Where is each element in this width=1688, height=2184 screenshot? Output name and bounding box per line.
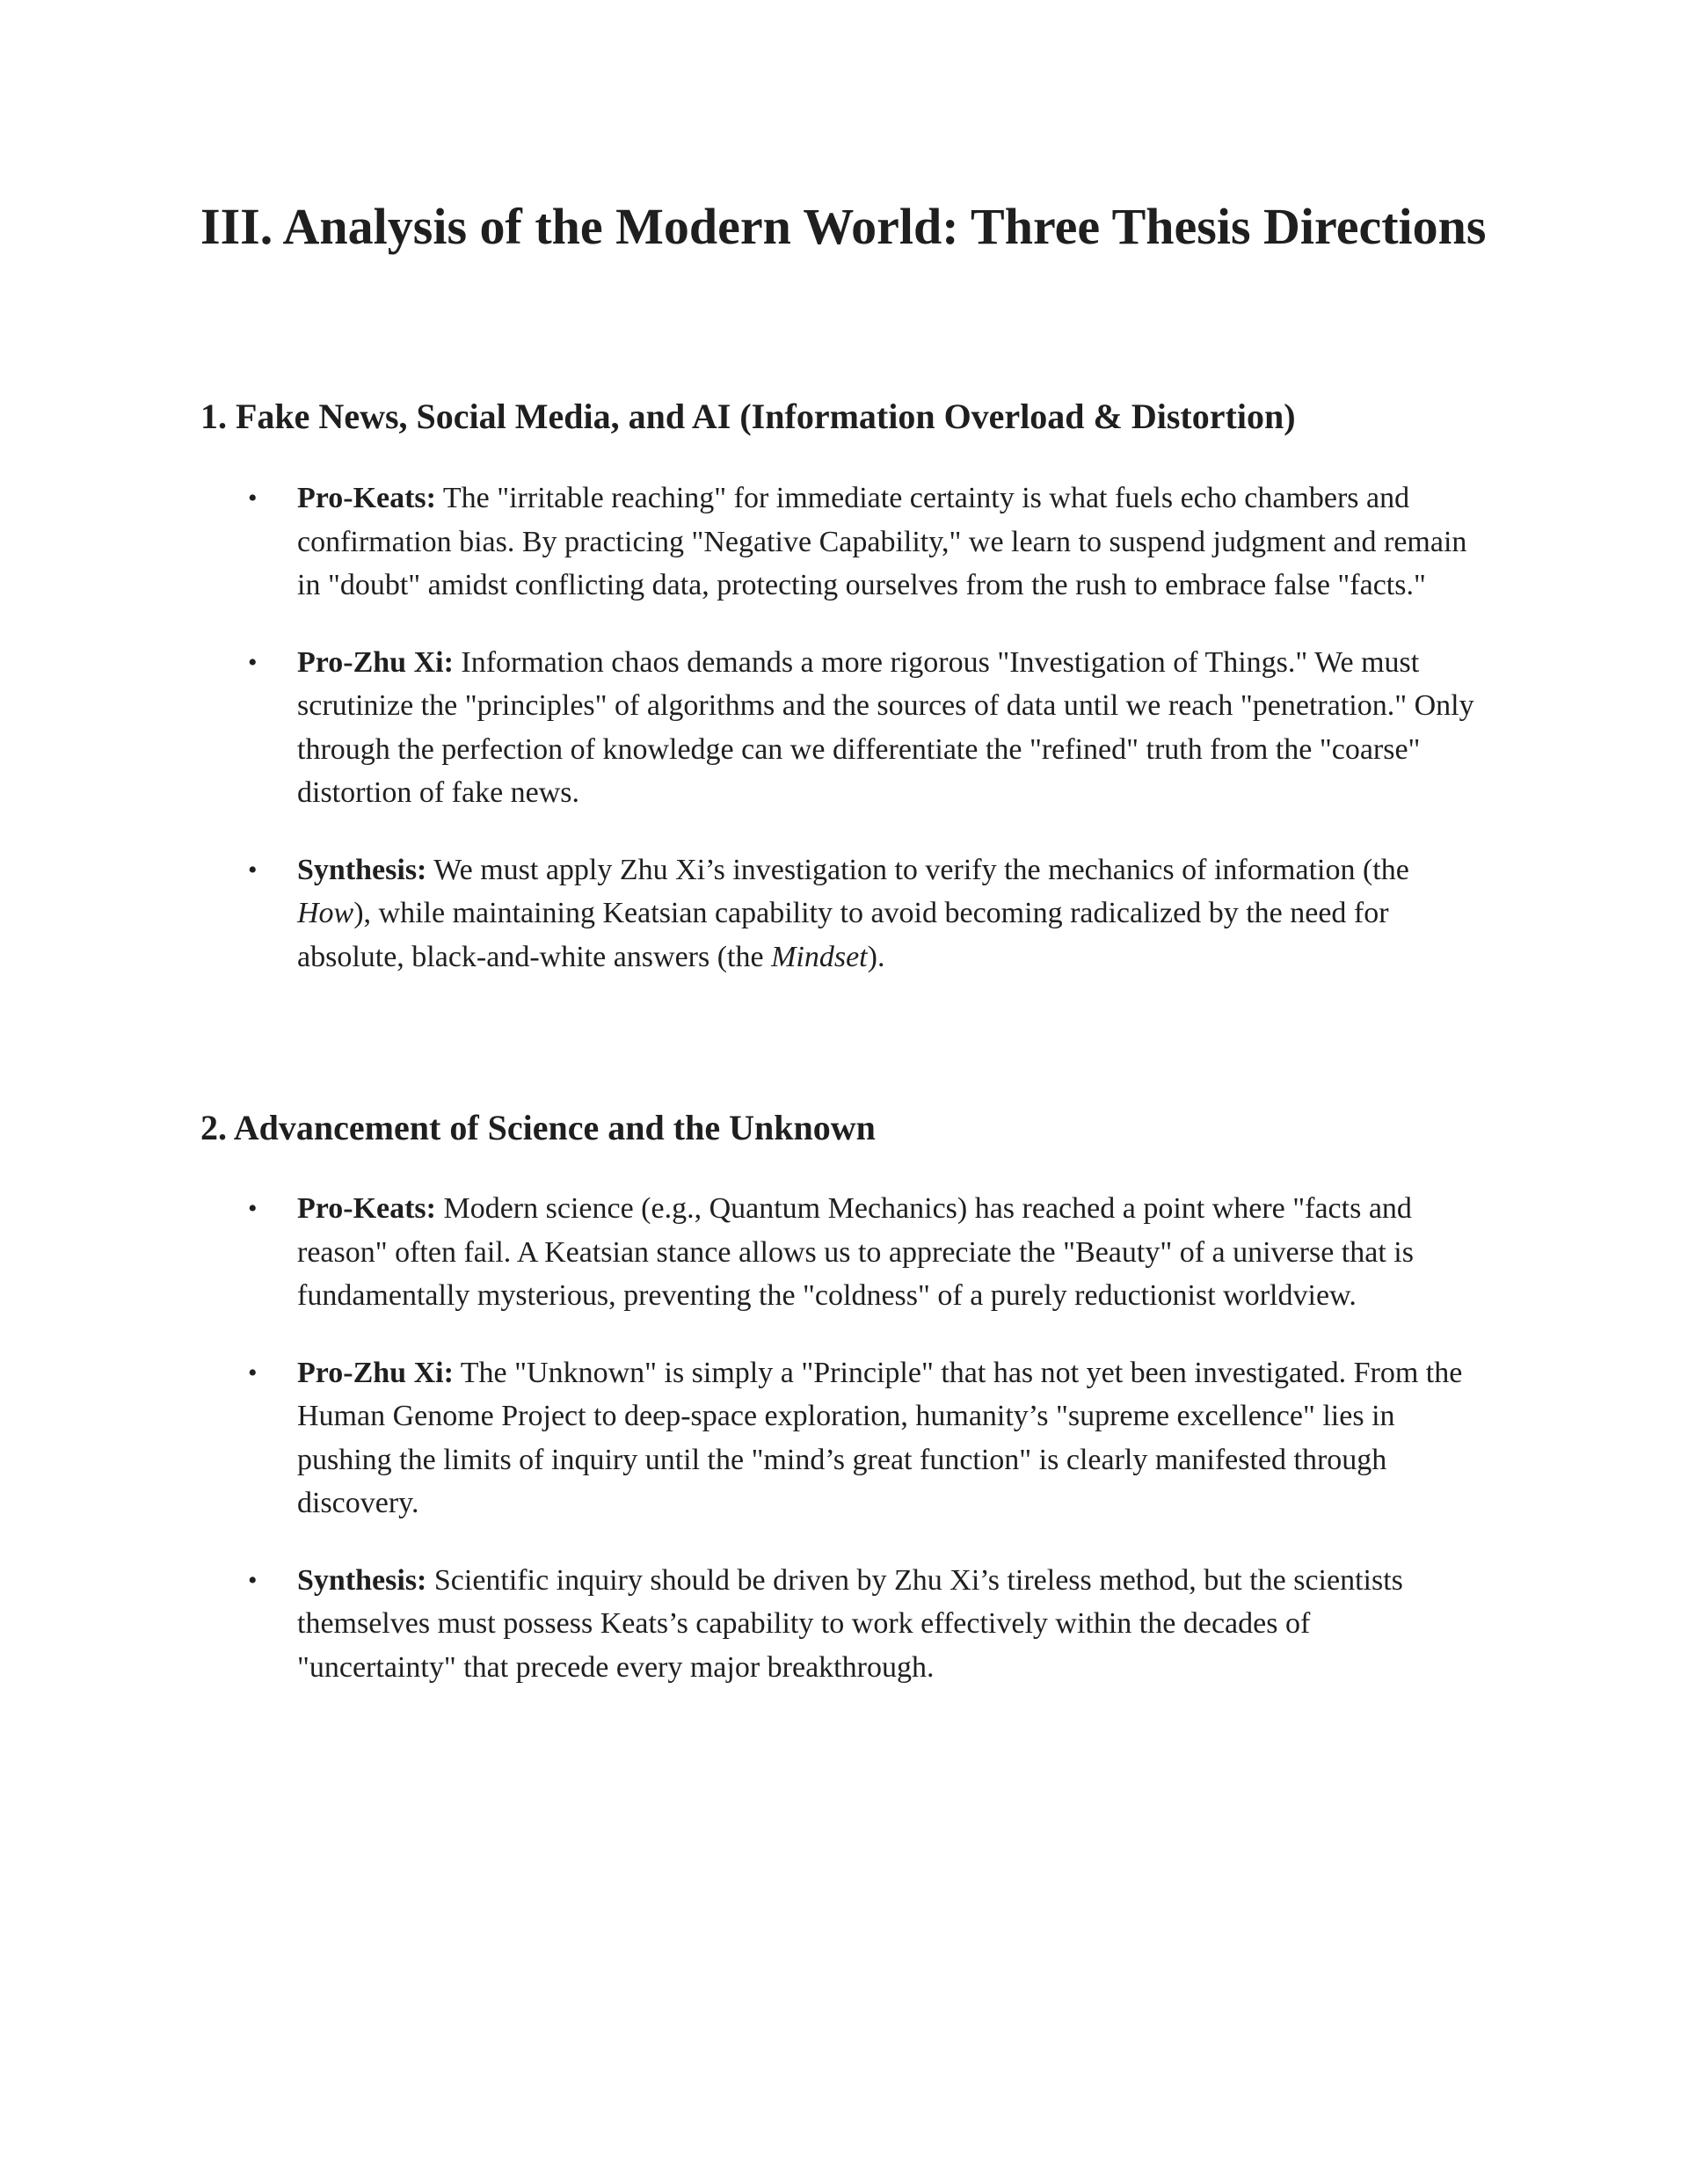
bullet-text: The "Unknown" is simply a "Principle" that has not yet been investigated. From the Human Genome Project to deep-space exploration, humanity’s "supreme excellence" lies in pushing the limits of inquiry until the "mind’s great function" is clearly manifested through discovery. <box>297 1356 1463 1519</box>
bullet-text: The "irritable reaching" for immediate certainty is what fuels echo chambers and confirmation bias. By practicing "Negative Capability," we learn to suspend judgment and remain in "doubt" amidst conflicting data, protecting ourselves from the rush to embrace false "facts." <box>297 482 1467 601</box>
bullet-dot-icon: • <box>248 855 258 885</box>
bullet-item-pro-zhu-xi <box>248 1351 1475 1525</box>
bullet-emphasis-how: How <box>297 897 354 929</box>
bullet-item-synthesis <box>248 848 1475 979</box>
bullet-item-pro-keats <box>248 1187 1475 1318</box>
bullet-dot-icon: • <box>248 484 258 513</box>
bullet-item-pro-zhu-xi <box>248 641 1475 815</box>
bullet-label: Synthesis: <box>297 853 427 886</box>
section-heading-2: 2. Advancement of Science and the Unknown <box>200 1108 876 1147</box>
bullet-text: Modern science (e.g., Quantum Mechanics) has reached a point where "facts and reason" often fail. A Keatsian stance allows us to appreciate the "Beauty" of a universe that is fundamentally mysterious, preventing the "coldness" of a purely reductionist worldview. <box>297 1192 1414 1312</box>
bullet-text: ), while maintaining Keatsian capability to avoid becoming radicalized by the need for absolute, black-and-white answers (the <box>297 897 1389 973</box>
bullet-label: Pro-Keats: <box>297 482 436 514</box>
section-2-bullet-list <box>0 1187 1688 1722</box>
section-heading-1: 1. Fake News, Social Media, and AI (Information Overload & Distortion) <box>200 397 1296 436</box>
bullet-label: Synthesis: <box>297 1563 427 1597</box>
bullet-label: Pro-Zhu Xi: <box>297 1356 454 1389</box>
bullet-label: Pro-Zhu Xi: <box>297 645 454 679</box>
bullet-emphasis-mindset: Mindset <box>771 940 868 973</box>
bullet-text: Information chaos demands a more rigorous "Investigation of Things." We must scrutinize the "principles" of algorithms and the sources of data until we reach "penetration." Only through the perfection of knowledge can we differentiate the "refined" truth from the "coarse" distortion of fake news. <box>297 645 1474 809</box>
page-title: III. Analysis of the Modern World: Three Thesis Directions <box>200 198 1487 255</box>
bullet-item-pro-keats <box>248 477 1475 608</box>
bullet-dot-icon: • <box>248 1358 258 1387</box>
bullet-text: Scientific inquiry should be driven by Zhu Xi’s tireless method, but the scientists themselves must possess Keats’s capability to work effectively within the decades of "uncertainty" that precede every major breakthrough. <box>297 1563 1403 1684</box>
bullet-dot-icon: • <box>248 1194 258 1223</box>
bullet-dot-icon: • <box>248 647 258 677</box>
bullet-text: ). <box>867 940 885 973</box>
bullet-dot-icon: • <box>248 1565 258 1595</box>
bullet-text: We must apply Zhu Xi’s investigation to verify the mechanics of information (the <box>426 853 1409 886</box>
bullet-item-synthesis <box>248 1559 1475 1690</box>
bullet-label: Pro-Keats: <box>297 1192 436 1225</box>
section-1-bullet-list <box>0 477 1688 1012</box>
